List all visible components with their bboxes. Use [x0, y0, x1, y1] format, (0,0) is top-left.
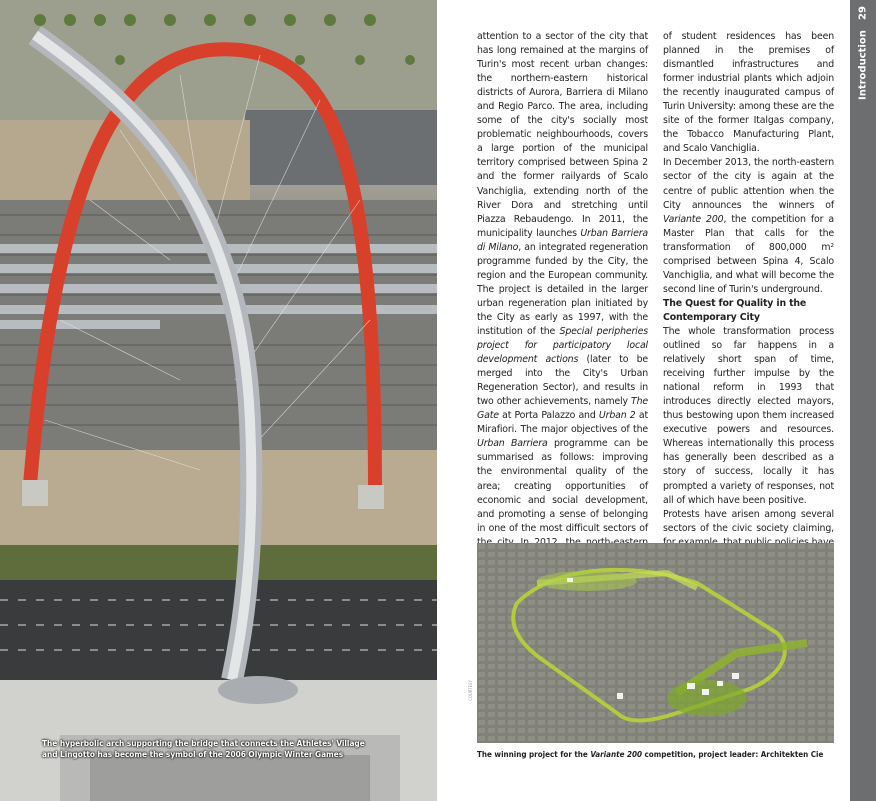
paragraph: attention to a sector of the city that has long remained at the margins of Turin's most recent urban changes: the northern-eastern historical districts of Aurora, Barriera di Milano and Regio Parco. The area, including some of the city's socially most problematic neighbourhoods, covers a large portion of the municipal territory comprised between Spina 2 and the former railyards of Scalo Vanchiglia, extending north of the River Dora and stretching until Piazza Rebaudengo. In 2011, the municipality launches Urban Barriera di Milano, an integrated regeneration programme funded by the City, the region and the European community. The project is detailed in the larger urban regeneration plan initiated by the City as early as 1997, with the institution of the Special peripheries project for participatory local development actions (later to be merged into the City's Urban Regeneration Sector), and results in two other achievements, namely The Gate at Porta Palazzo and Urban 2 at Mirafiori. The major objectives of the Urban Barriera programme can be summarised as follows: improving the environmental quality of the area; creating opportunities of economic and social development, and promoting a sense of belonging in one of the most difficult sectors of [477, 31, 649, 534]
text-column-2 [663, 30, 834, 606]
section-tab-text [854, 6, 872, 100]
paragraph: Protests have arisen among several sectors of the civic society claiming, [663, 508, 834, 534]
aerial-map-image [477, 543, 834, 743]
section-heading: The Quest for Quality in the Contemporary City [663, 297, 807, 323]
photo-illustration [0, 0, 437, 801]
image-credit: COURTESY [468, 680, 473, 701]
paragraph: In December 2013, the north-eastern sector of the city is again at the centre of public attention when the City announces the winners of Variante 200, the competition for a Master Plan that calls for the transformation of 800,000 m² comprised between Spina 4, Scalo Vanchiglia, and what will become the second line of Turin's underground. [663, 157, 834, 295]
section-tab [850, 0, 876, 801]
map-illustration [477, 543, 834, 743]
map-caption: The winning project for the Variante 200 competition, project leader: Architekten Cie [477, 750, 824, 759]
section-title: Introduction [857, 29, 869, 100]
paragraph: of student residences has been planned in the premises of dismantled infrastructures and former industrial plants which adjoin the recently inaugurated campus of Turin University: among these are the site of the former Italgas company, the Tobacco Manufacturing Plant, and Scalo Vanchiglia. [663, 31, 834, 155]
page-number: 29 [857, 6, 869, 20]
photo-caption: The hyperbolic arch supporting the bridge that connects the Athletes' Village and Lingotto has become the symbol of the 2006 Olympic Winter Games [42, 738, 365, 759]
stadium-bridge-photo [0, 0, 437, 801]
paragraph: The whole transformation process outlined so far happens in a relatively short span of time, receiving further impulse by the national reform in 1993 that introduces directly elected mayors, thus bestowing upon them increased executive powers and resources. Whereas internationally this process has generally been described as a story of success, locally it has prompted a variety of responses, not all of which have been positive. [663, 325, 834, 506]
